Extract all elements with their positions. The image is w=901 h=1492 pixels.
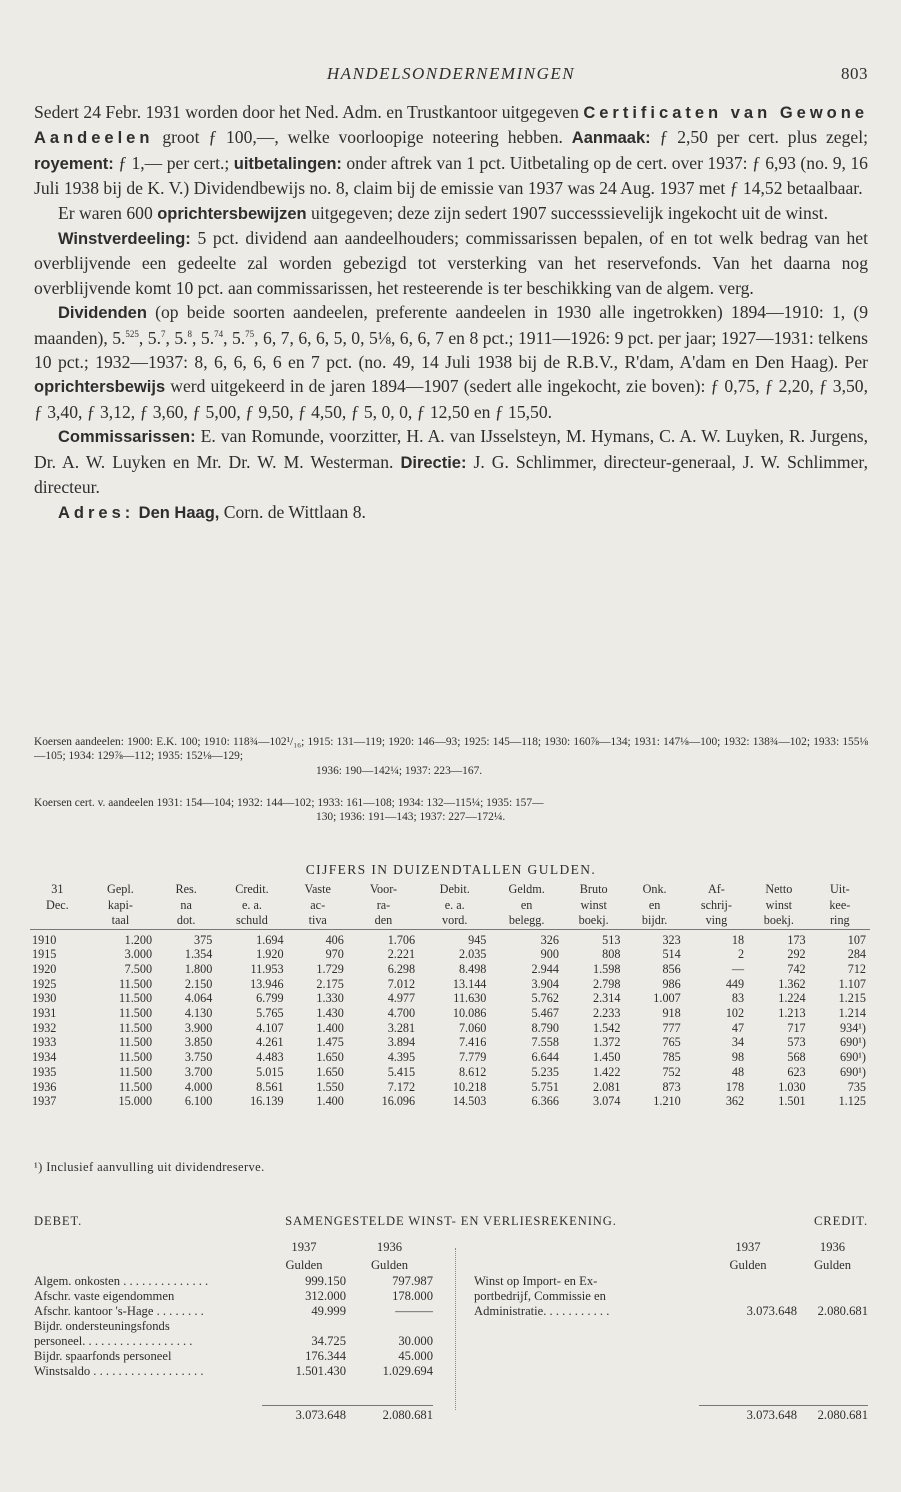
adres-label: Adres:	[58, 503, 135, 522]
value-cell: 1.800	[184, 961, 213, 976]
year-cell: 1934	[32, 1050, 57, 1065]
paragraph-adres: Adres: Den Haag, Corn. de Wittlaan 8.	[58, 501, 366, 522]
table-row	[30, 962, 870, 977]
year-cell: 1932	[32, 1020, 57, 1035]
value-cell: 4.700	[387, 1006, 416, 1021]
koersen-certificaten: Koersen cert. v. aandeelen 1931: 154—104; 1932: 144—102; 1933: 161—108; 1934: 132—115¼; 1935: 157— 130; 1936: 191—143; 1937: 227—172¼.	[34, 797, 544, 824]
table-row	[30, 1006, 870, 1021]
value-cell: 34	[731, 1035, 745, 1050]
value-cell: 4.107	[256, 1020, 284, 1035]
debet-row-value: 797.987	[392, 1274, 433, 1288]
value-cell: 690¹)	[840, 1050, 866, 1065]
value-cell: 1.213	[778, 1006, 806, 1021]
debet-row-label: Bijdr. ondersteuningsfonds	[34, 1319, 170, 1333]
debet-row-value: 312.000	[305, 1289, 346, 1303]
year-cell: 1931	[32, 1006, 57, 1021]
table-row	[30, 947, 870, 962]
value-cell: 1.215	[838, 991, 866, 1006]
value-cell: 48	[731, 1064, 745, 1079]
value-cell: 1.501	[778, 1094, 806, 1109]
table-row	[30, 929, 870, 947]
debet-row-value: 49.999	[311, 1304, 346, 1318]
value-cell: 945	[468, 932, 487, 947]
value-cell: 2.175	[316, 976, 344, 991]
value-cell: 13.946	[250, 976, 284, 991]
value-cell: 16.096	[381, 1094, 416, 1109]
debet-row-label: personeel. . . . . . . . . . . . . . . . . .	[34, 1334, 193, 1348]
value-cell: 173	[787, 932, 806, 947]
certificaten-heading: Certificaten van Gewone Aandeelen	[34, 104, 868, 148]
adres-city: Den Haag,	[138, 503, 220, 522]
debet-row	[34, 1364, 454, 1379]
value-cell: 808	[602, 947, 621, 962]
debet-total-1936: 2.080.681	[382, 1408, 433, 1422]
debet-row-label: Afschr. kantoor 's-Hage . . . . . . . .	[34, 1304, 204, 1318]
value-cell: 6.799	[256, 991, 284, 1006]
debet-row-value: 30.000	[398, 1334, 433, 1348]
value-cell: 6.366	[531, 1094, 559, 1109]
column-header: Gepl. kapi- taal	[107, 882, 134, 927]
table-row	[30, 1035, 870, 1050]
value-cell: 513	[602, 932, 621, 947]
value-cell: 712	[847, 961, 866, 976]
year-cell: 1936	[32, 1079, 57, 1094]
value-cell: 1.214	[838, 1006, 866, 1021]
value-cell: 3.850	[184, 1035, 213, 1050]
value-cell: 449	[725, 976, 745, 991]
value-cell: 83	[731, 991, 745, 1006]
value-cell: 7.012	[387, 976, 416, 991]
value-cell: 47	[731, 1020, 745, 1035]
oprichtersbewijs-label: oprichtersbewijs	[34, 378, 166, 397]
value-cell: 10.086	[452, 1006, 487, 1021]
value-cell: 2.944	[531, 961, 559, 976]
value-cell: 735	[847, 1079, 866, 1094]
value-cell: 4.261	[256, 1035, 284, 1050]
value-cell: 4.977	[387, 991, 416, 1006]
debet-row-value: 45.000	[398, 1349, 433, 1363]
value-cell: 5.415	[387, 1064, 416, 1079]
value-cell: 3.700	[184, 1064, 213, 1079]
value-cell: 7.500	[124, 961, 153, 976]
value-cell: 573	[787, 1035, 806, 1050]
value-cell: 13.144	[452, 976, 487, 991]
value-cell: 2.150	[184, 976, 213, 991]
value-cell: 8.612	[458, 1064, 487, 1079]
value-cell: 690¹)	[840, 1035, 866, 1050]
credit-col-1937: 1937 Gulden	[729, 1240, 767, 1272]
value-cell: 7.779	[458, 1050, 487, 1065]
value-cell: 11.500	[118, 1064, 153, 1079]
value-cell: 7.558	[531, 1035, 559, 1050]
value-cell: 1.354	[184, 947, 213, 962]
value-cell: 5.751	[531, 1079, 559, 1094]
value-cell: 1.400	[316, 1094, 344, 1109]
paragraph-dividenden: Dividenden (op beide soorten aandeelen, preferente aandeelen in 1930 alle ingetrokken) 1894—1910: 1, (9 maanden), 5.$^{525}$, 5.$^7$, 5.$^8$, 5.74, 5.75, 6, 7, 6, 6, 5, 0, 5⅛, 6, 6, 7 en 8 pct.; 1911—1926: 9 pct. per jaar; 1927—1931: telkens 10 pct.; 1932—1937: 8, 6, 6, 6, 6 en 7 pct. (no. 49, 14 Juli 1938 bij de R.B.V., R'dam, A'dam en Den Haag). Per oprichtersbewijs werd uitgekeerd in de jaren 1894—1907 (sedert alle ingekocht, zie boven): ƒ 0,75, ƒ 2,20, ƒ 3,50, ƒ 3,40, ƒ 3,12, ƒ 3,60, ƒ 5,00, ƒ 9,50, ƒ 4,50, ƒ 5, 0, 0, ƒ 12,50 en ƒ 15,50.	[34, 302, 868, 422]
debet-row-value: 176.344	[305, 1349, 346, 1363]
value-cell: 15.000	[118, 1094, 153, 1109]
value-cell: 1.422	[593, 1064, 621, 1079]
column-header: Credit. e. a. schuld	[235, 882, 269, 927]
table-row	[30, 1065, 870, 1080]
debet-row-value: 1.501.430	[295, 1364, 346, 1378]
table-row	[30, 1021, 870, 1036]
value-cell: 785	[662, 1050, 681, 1065]
value-cell: 777	[662, 1020, 681, 1035]
credit-total-1936: 2.080.681	[817, 1408, 868, 1422]
debet-row-value: 34.725	[311, 1334, 346, 1348]
value-cell: 2.035	[458, 947, 487, 962]
value-cell: 4.000	[184, 1079, 213, 1094]
value-cell: 1.542	[593, 1020, 621, 1035]
value-cell: 1.362	[778, 976, 806, 991]
year-cell: 1925	[32, 976, 57, 991]
value-cell: 1.030	[778, 1079, 806, 1094]
value-cell: 8.498	[458, 961, 487, 976]
column-header: Bruto winst boekj.	[578, 882, 609, 927]
value-cell: 284	[847, 947, 866, 962]
value-cell: 406	[325, 932, 344, 947]
value-cell: 742	[787, 961, 806, 976]
value-cell: 1.330	[316, 991, 344, 1006]
value-cell: 1.107	[838, 976, 866, 991]
debet-total-rule	[262, 1405, 433, 1406]
value-cell: 765	[662, 1035, 681, 1050]
value-cell: 1.210	[653, 1094, 681, 1109]
value-cell: 11.500	[118, 991, 153, 1006]
credit-total-rule	[699, 1405, 868, 1406]
paragraph-certificaten: Sedert 24 Febr. 1931 worden door het Ned. Adm. en Trustkantoor uitgegeven Certificaten van Gewone Aandeelen groot ƒ 100,—, welke voorloopige noteering hebben. Aanmaak: ƒ 2,50 per cert. plus zegel; royement: ƒ 1,— per cert.; uitbetalingen: onder aftrek van 1 pct. Uitbetaling op de cert. over 1937: ƒ 6,93 (no. 9, 16 Juli 1938 bij de K. V.) Dividendbewijs no. 8, claim bij de emissie van 1937 was 24 Aug. 1937 met ƒ 14,52 betaalbaar.	[34, 102, 868, 199]
debet-col-1936: 1936 Gulden	[370, 1240, 409, 1272]
value-cell: 375	[194, 932, 213, 947]
debet-row-label: Algem. onkosten . . . . . . . . . . . . . .	[34, 1274, 209, 1288]
value-cell: 514	[662, 947, 681, 962]
debet-row	[34, 1304, 454, 1319]
value-cell: 11.500	[118, 1079, 153, 1094]
credit-line: Winst op Import- en Ex-	[474, 1274, 598, 1288]
credit-total-1937: 3.073.648	[746, 1408, 797, 1422]
value-cell: 1.200	[124, 932, 153, 947]
rekening-title: SAMENGESTELDE WINST- EN VERLIESREKENING.	[285, 1214, 617, 1228]
value-cell: 5.235	[531, 1064, 559, 1079]
value-cell: 1.475	[316, 1035, 344, 1050]
winst-verliesrekening	[34, 1214, 868, 1442]
table-row	[30, 1094, 870, 1109]
value-cell: 11.630	[453, 991, 487, 1006]
value-cell: 14.503	[452, 1094, 487, 1109]
value-cell: 1.650	[316, 1064, 344, 1079]
column-header: Onk. en bijdr.	[641, 882, 668, 927]
value-cell: 6.644	[531, 1050, 559, 1065]
column-header: Debit. e. a. vord.	[439, 882, 470, 927]
value-cell: 568	[787, 1050, 806, 1065]
footnote: ¹) Inclusief aanvulling uit dividendreserve.	[34, 1160, 265, 1174]
value-cell: —	[731, 961, 745, 976]
value-cell: 3.750	[184, 1050, 213, 1065]
table-row	[30, 1080, 870, 1095]
value-cell: 98	[731, 1050, 745, 1065]
paragraph-oprichtersbewijzen: Er waren 600 oprichtersbewijzen uitgegeven; deze zijn sedert 1907 successsievelijk ingekocht uit de winst.	[58, 202, 828, 223]
value-cell: 8.790	[531, 1020, 559, 1035]
value-cell: 3.000	[124, 947, 153, 962]
value-cell: 5.762	[531, 991, 559, 1006]
value-cell: 1.400	[316, 1020, 344, 1035]
column-header: Af- schrij- ving	[700, 882, 732, 927]
cijfers-header-row	[30, 882, 870, 929]
debet-label: DEBET.	[34, 1214, 83, 1228]
value-cell: 3.904	[531, 976, 559, 991]
column-divider	[455, 1248, 456, 1410]
value-cell: 7.172	[387, 1079, 416, 1094]
value-cell: 5.765	[256, 1006, 284, 1021]
debet-row	[34, 1319, 454, 1334]
value-cell: 292	[787, 947, 806, 962]
year-cell: 1920	[32, 961, 57, 976]
debet-row	[34, 1274, 454, 1289]
value-cell: 7.060	[458, 1020, 487, 1035]
value-cell: 1.450	[593, 1050, 621, 1065]
value-cell: 5.015	[256, 1064, 284, 1079]
debet-total-1937: 3.073.648	[295, 1408, 346, 1422]
value-cell: 323	[662, 932, 681, 947]
value-cell: 1.706	[387, 932, 416, 947]
debet-row	[34, 1349, 454, 1364]
value-cell: 10.218	[452, 1079, 487, 1094]
running-head-title: HANDELSONDERNEMINGEN	[326, 64, 576, 83]
value-cell: 2.314	[593, 991, 621, 1006]
year-cell: 1915	[32, 947, 57, 962]
value-cell: 4.064	[184, 991, 213, 1006]
credit-line: Administratie. . . . . . . . . . .	[474, 1304, 610, 1318]
rekening-body	[34, 1232, 868, 1442]
uitbetalingen-label: uitbetalingen:	[233, 154, 342, 173]
value-cell: 3.894	[387, 1035, 416, 1050]
value-cell: 3.281	[387, 1020, 416, 1035]
value-cell: 1.550	[316, 1079, 344, 1094]
cijfers-table	[30, 882, 870, 1109]
value-cell: 326	[540, 932, 559, 947]
credit-label: CREDIT.	[814, 1214, 868, 1228]
value-cell: 4.483	[256, 1050, 284, 1065]
value-cell: 900	[540, 947, 559, 962]
paragraph-commissarissen: Commissarissen: E. van Romunde, voorzitter, H. A. van IJsselsteyn, M. Hymans, C. A. W. Luyken, R. Jurgens, Dr. A. W. Luyken en Mr. Dr. W. M. Westerman. Directie: J. G. Schlimmer, directeur-generaal, J. W. Schlimmer, directeur.	[34, 426, 868, 498]
winstverdeeling-label: Winstverdeeling:	[58, 230, 191, 249]
value-cell: 1.430	[316, 1006, 344, 1021]
page-number: 803	[841, 64, 868, 83]
value-cell: 717	[787, 1020, 806, 1035]
value-cell: 918	[662, 1006, 681, 1021]
value-cell: 1.729	[316, 961, 344, 976]
value-cell: 1.694	[256, 932, 284, 947]
table-row	[30, 991, 870, 1006]
value-cell: 4.130	[184, 1006, 213, 1021]
debet-row-value: 1.029.694	[382, 1364, 433, 1378]
directie-label: Directie:	[400, 453, 467, 472]
value-cell: 986	[662, 976, 681, 991]
year-cell: 1935	[32, 1064, 57, 1079]
debet-row-value: 178.000	[392, 1289, 433, 1303]
value-cell: 11.953	[250, 961, 284, 976]
value-cell: 1.224	[778, 991, 806, 1006]
value-cell: 6.100	[184, 1094, 213, 1109]
dividenden-label: Dividenden	[58, 304, 147, 323]
value-cell: 16.139	[250, 1094, 284, 1109]
commissarissen-label: Commissarissen:	[58, 428, 196, 447]
value-cell: 178	[725, 1079, 745, 1094]
value-cell: 4.395	[387, 1050, 416, 1065]
value-cell: 7.416	[458, 1035, 487, 1050]
value-cell: 5.467	[531, 1006, 559, 1021]
value-cell: 102	[725, 1006, 745, 1021]
paragraph-winstverdeeling: Winstverdeeling: 5 pct. dividend aan aandeelhouders; commissarissen bepalen, of en tot welk bedrag van het overblijvende een gedeelte zal worden gebezigd tot versterking van het reservefonds. Van het daarna nog overblijvende komt 10 pct. aan commissarissen, het resteerende is ter beschikking van de algem. verg.	[34, 228, 868, 298]
value-cell: 11.500	[118, 1006, 153, 1021]
credit-value-1937: 3.073.648	[746, 1304, 797, 1318]
royement-label: royement:	[34, 154, 114, 173]
value-cell: 11.500	[118, 1020, 153, 1035]
value-cell: 362	[725, 1094, 745, 1109]
value-cell: 2.081	[593, 1079, 621, 1094]
column-header: Voor- ra- den	[369, 882, 398, 927]
value-cell: 3.074	[593, 1094, 621, 1109]
company-description	[34, 100, 868, 525]
column-header: 31 Dec.	[46, 882, 69, 912]
value-cell: 873	[662, 1079, 681, 1094]
value-cell: 18	[731, 932, 745, 947]
debet-row-label: Afschr. vaste eigendommen	[34, 1289, 175, 1303]
credit-line: portbedrijf, Commissie en	[474, 1289, 606, 1303]
value-cell: 1.650	[316, 1050, 344, 1065]
column-header: Geldm. en belegg.	[508, 882, 545, 927]
value-cell: 690¹)	[840, 1064, 866, 1079]
debet-row-value: ———	[395, 1304, 433, 1318]
column-header: Netto winst boekj.	[763, 882, 794, 927]
debet-row	[34, 1289, 454, 1304]
value-cell: 3.900	[184, 1020, 213, 1035]
rekening-header	[34, 1214, 868, 1232]
value-cell: 1.125	[838, 1094, 866, 1109]
value-cell: 1.598	[593, 961, 621, 976]
table-row	[30, 977, 870, 992]
value-cell: 856	[662, 961, 681, 976]
koersen-aandeelen: Koersen aandeelen: 1900: E.K. 100; 1910: 118¾—102¹/₁₆; 1915: 131—119; 1920: 146—93; 1925: 145—118; 1930: 160⅞—134; 1931: 147⅛—100; 1932: 138¾—102; 1933: 155⅛—105; 1934: 129⅞—112; 1935: 152⅛—129; 1936: 190—142¼; 1937: 223—167.	[34, 736, 868, 777]
value-cell: 11.500	[118, 1035, 153, 1050]
year-cell: 1930	[32, 991, 57, 1006]
debet-row-label: Bijdr. spaarfonds personeel	[34, 1349, 172, 1363]
column-header: Uit- kee- ring	[829, 882, 851, 927]
value-cell: 752	[662, 1064, 681, 1079]
debet-col-1937: 1937 Gulden	[285, 1240, 323, 1272]
value-cell: 2.798	[593, 976, 621, 991]
column-header: Res. na dot.	[175, 882, 197, 927]
value-cell: 970	[325, 947, 344, 962]
value-cell: 623	[787, 1064, 806, 1079]
year-cell: 1937	[32, 1094, 57, 1109]
value-cell: 2.233	[593, 1006, 621, 1021]
year-cell: 1910	[32, 932, 57, 947]
value-cell: 2.221	[387, 947, 416, 962]
debet-row	[34, 1334, 454, 1349]
value-cell: 11.500	[118, 976, 153, 991]
table-row	[30, 1050, 870, 1065]
aanmaak-label: Aanmaak:	[571, 129, 651, 148]
credit-value-1936: 2.080.681	[817, 1304, 868, 1318]
debet-row-value: 999.150	[305, 1274, 346, 1288]
value-cell: 107	[847, 932, 866, 947]
value-cell: 2	[738, 947, 745, 962]
value-cell: 6.298	[387, 961, 416, 976]
value-cell: 11.500	[118, 1050, 153, 1065]
credit-col-1936: 1936 Gulden	[813, 1240, 852, 1272]
column-header: Vaste ac- tiva	[304, 882, 331, 927]
debet-row-label: Winstsaldo . . . . . . . . . . . . . . . . . .	[34, 1364, 204, 1378]
value-cell: 1.920	[256, 947, 284, 962]
value-cell: 1.007	[653, 991, 681, 1006]
cijfers-title: CIJFERS IN DUIZENDTALLEN GULDEN.	[305, 862, 597, 877]
value-cell: 8.561	[256, 1079, 284, 1094]
running-head	[34, 64, 868, 84]
oprichtersbewijzen-label: oprichtersbewijzen	[157, 204, 307, 223]
year-cell: 1933	[32, 1035, 57, 1050]
value-cell: 1.372	[593, 1035, 621, 1050]
value-cell: 934¹)	[840, 1020, 866, 1035]
